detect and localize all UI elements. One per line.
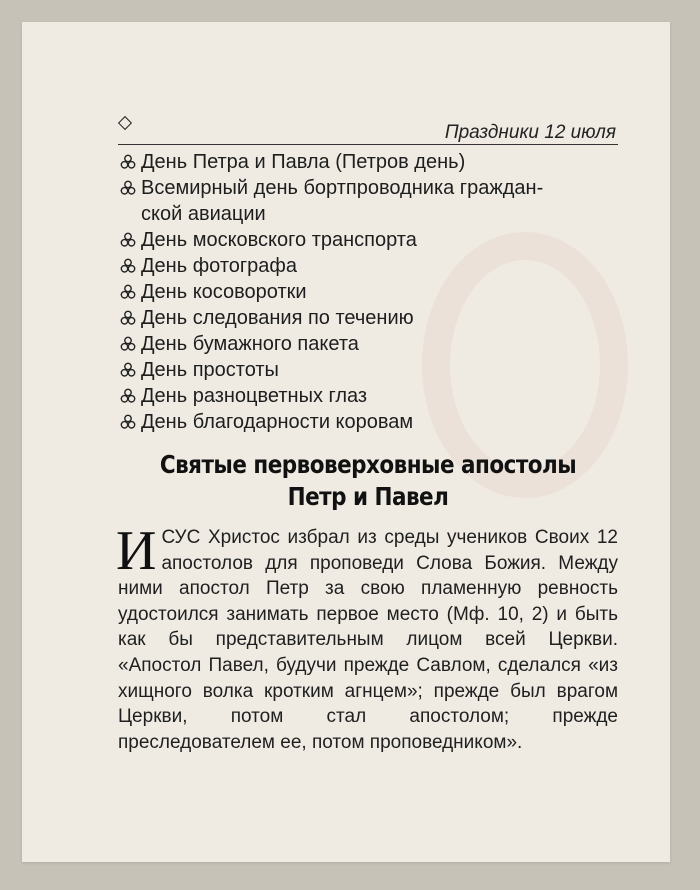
trefoil-icon xyxy=(120,232,136,248)
trefoil-icon xyxy=(120,336,136,352)
diamond-icon xyxy=(118,116,132,130)
list-item xyxy=(118,227,618,253)
article-headline: Святые первоверховные апостолы Петр и Павел xyxy=(159,450,577,511)
list-item xyxy=(118,175,618,227)
section-header xyxy=(118,112,618,145)
list-item xyxy=(118,331,618,357)
trefoil-icon xyxy=(120,258,136,274)
list-item xyxy=(118,149,618,175)
holiday-label: День бумажного пакета xyxy=(141,333,359,355)
holiday-label: День московского транспорта xyxy=(141,229,417,251)
trefoil-icon xyxy=(120,388,136,404)
holiday-label: День Петра и Павла (Петров день) xyxy=(141,151,466,173)
list-item xyxy=(118,253,618,279)
content-column xyxy=(118,112,618,755)
drop-cap: И xyxy=(116,520,157,582)
holiday-label: День разноцветных глаз xyxy=(141,385,368,407)
holiday-label: Всемирный день бортпроводника граждан- ской авиации xyxy=(141,177,544,225)
trefoil-icon xyxy=(120,414,136,430)
article-body xyxy=(116,520,618,755)
trefoil-icon xyxy=(120,154,136,170)
trefoil-icon xyxy=(120,180,136,196)
holiday-label: День следования по течению xyxy=(141,307,414,329)
holiday-label: День косоворотки xyxy=(141,281,307,303)
list-item xyxy=(118,279,618,305)
holiday-list xyxy=(118,149,618,435)
holiday-label: День фотографа xyxy=(141,255,298,277)
holiday-label: День благодарности коровам xyxy=(141,411,414,433)
list-item xyxy=(118,383,618,409)
list-item xyxy=(118,305,618,331)
trefoil-icon xyxy=(120,284,136,300)
article-text: СУС Христос избрал из среды учеников Своих 12 апостолов для проповеди Слова Божия. Между ними апостол Петр за свою пламенную ревность удостоился занимать первое место (Мф. 10, 2) и быть как бы представительным лицом всей Церкви. «Апостол Павел, будучи прежде Савлом, сделался «из хищного волка кротким агнцем»; прежде был врагом Церкви, потом стал апостолом; прежде преследователем ее, потом проповедником». xyxy=(118,527,618,753)
list-item xyxy=(118,409,618,435)
holiday-label: День простоты xyxy=(141,359,279,381)
trefoil-icon xyxy=(120,310,136,326)
section-title: Праздники 12 июля xyxy=(444,122,616,143)
list-item xyxy=(118,357,618,383)
trefoil-icon xyxy=(120,362,136,378)
